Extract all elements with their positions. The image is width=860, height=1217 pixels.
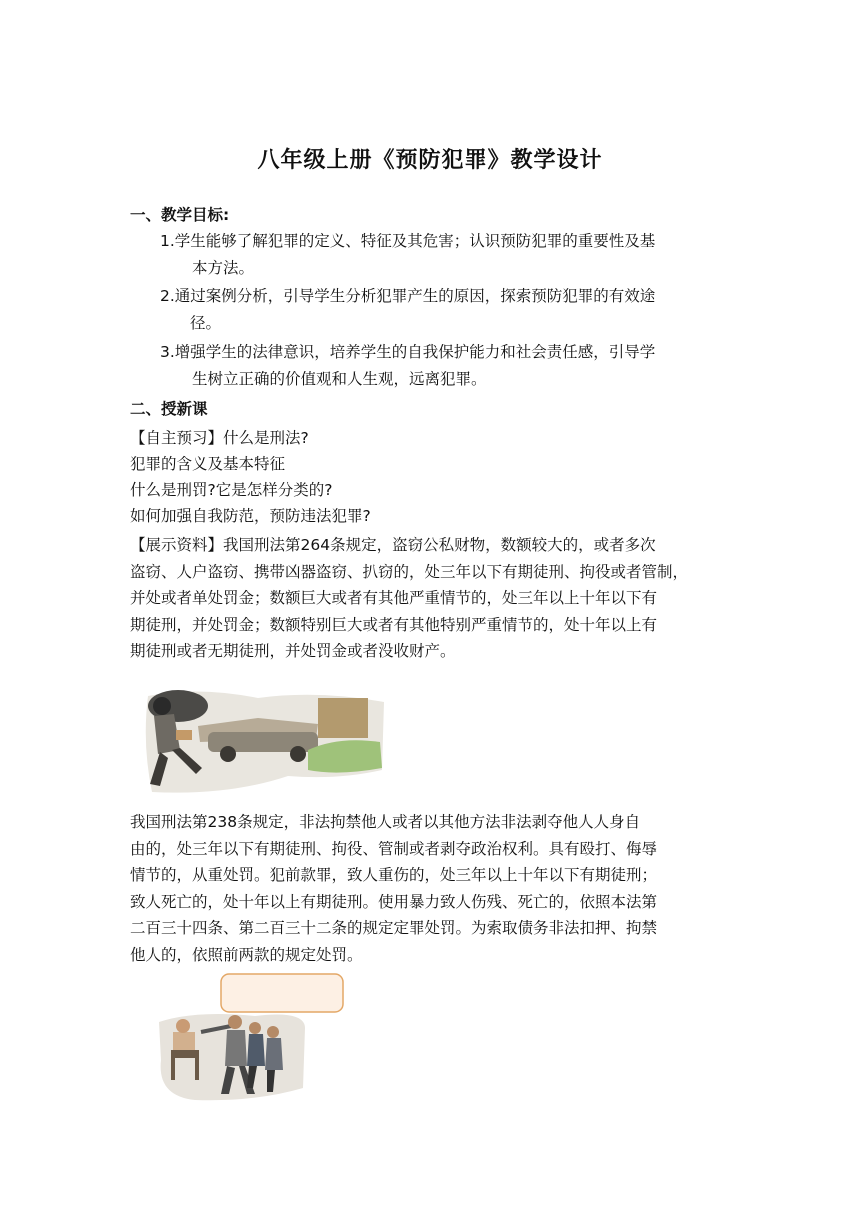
section-heading-objectives: 一、教学目标: xyxy=(130,206,230,224)
paragraph-line: 【展示资料】我国刑法第264条规定，盗窃公私财物，数额较大的，或者多次 xyxy=(130,536,656,554)
paragraph-line: 二百三十四条、第二百三十二条的规定定罪处罚。为索取债务非法扣押、拘禁 xyxy=(130,919,658,937)
paragraph-line: 我国刑法第238条规定，非法拘禁他人或者以其他方法非法剥夺他人人身自 xyxy=(130,813,641,831)
objective-text: 3.增强学生的法律意识，培养学生的自我保护能力和社会责任感，引导学 xyxy=(160,343,656,361)
paragraph-line: 并处或者单处罚金；数额巨大或者有其他严重情节的，处三年以上十年以下有 xyxy=(130,589,658,607)
paragraph-line: 情节的，从重处罚。犯前款罪，致人重伤的，处三年以上十年以下有期徒刑； xyxy=(130,866,658,884)
page-title: 八年级上册《预防犯罪》教学设计 xyxy=(257,148,603,173)
objective-item xyxy=(160,228,740,282)
paragraph-line: 期徒刑，并处罚金；数额特别巨大或者有其他特别严重情节的，处十年以上有 xyxy=(130,615,658,634)
material-paragraph-detention xyxy=(130,809,742,968)
paragraph-line: 由的，处三年以下有期徒刑、拘役、管制或者剥夺政治权利。具有殴打、侮辱 xyxy=(130,839,658,858)
section-heading-new-lesson: 二、授新课 xyxy=(130,400,208,418)
paragraph-line: 他人的，依照前两款的规定处罚。 xyxy=(130,945,363,964)
objective-item xyxy=(160,339,740,393)
objective-text: 2.通过案例分析，引导学生分析犯罪产生的原因，探索预防犯罪的有效途 xyxy=(160,287,656,305)
objective-continuation: 本方法。 xyxy=(192,259,255,277)
paragraph-line: 盗窃、人户盗窃、携带凶器盗窃、扒窃的，处三年以下有期徒刑、拘役或者管制， xyxy=(130,562,689,581)
detention-illustration xyxy=(155,970,350,1105)
objective-continuation: 生树立正确的价值观和人生观，远离犯罪。 xyxy=(192,370,487,388)
objective-item xyxy=(160,283,740,337)
objective-text: 1.学生能够了解犯罪的定义、特征及其危害；认识预防犯罪的重要性及基 xyxy=(160,232,656,250)
preview-line: 什么是刑罚?它是怎样分类的? xyxy=(130,481,333,499)
preview-line: 【自主预习】什么是刑法? xyxy=(130,429,309,447)
theft-illustration xyxy=(138,684,388,800)
preview-line: 如何加强自我防范，预防违法犯罪? xyxy=(130,507,371,525)
preview-line: 犯罪的含义及基本特征 xyxy=(130,455,286,473)
paragraph-line: 致人死亡的，处十年以上有期徒刑。使用暴力致人伤残、死亡的，依照本法第 xyxy=(130,892,658,911)
objective-continuation: 径。 xyxy=(190,314,222,332)
paragraph-line: 期徒刑或者无期徒刑，并处罚金或者没收财产。 xyxy=(130,642,456,660)
material-paragraph-theft xyxy=(130,532,742,665)
